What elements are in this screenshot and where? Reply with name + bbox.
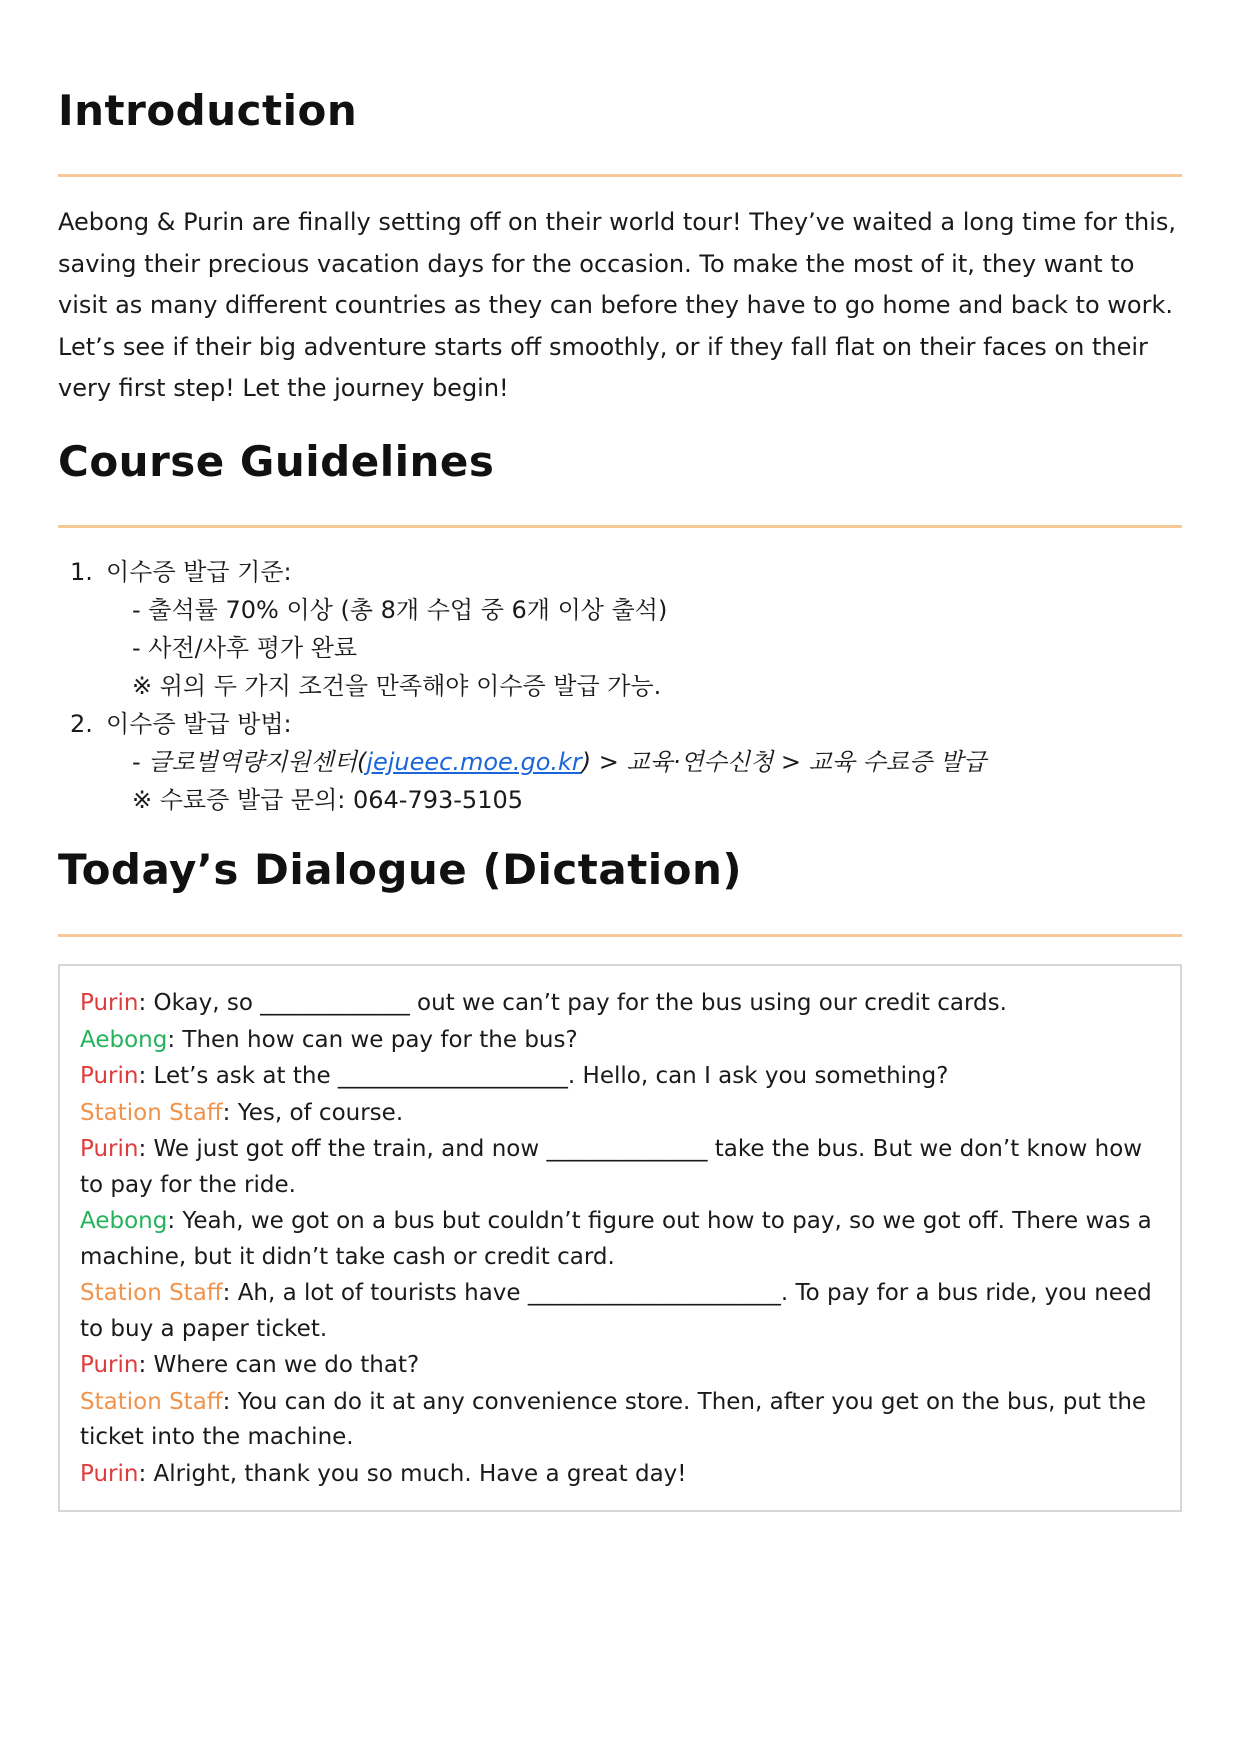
path-suffix: ) > 교육·연수신청 > 교육 수료증 발급 [581,748,987,776]
speaker-name: Purin [80,990,139,1016]
section-divider [58,934,1182,937]
introduction-heading: Introduction [58,86,358,135]
guideline-label: 이수증 발급 방법: [106,710,292,738]
guideline-note: ※ 위의 두 가지 조건을 만족해야 이수증 발급 가능. [132,672,662,700]
speaker-name: Station Staff [80,1388,223,1415]
dialogue-heading: Today’s Dialogue (Dictation) [58,845,743,894]
speaker-name: Purin [80,1063,139,1089]
section-divider [58,525,1182,528]
dialogue-line [80,1385,1160,1456]
guideline-contact: ※ 수료증 발급 문의: 064-793-5105 [132,786,524,814]
dialogue-line [80,1348,1160,1384]
dialogue-line [80,1457,1160,1493]
speaker-name: Purin [80,1136,139,1162]
speaker-name: Purin [80,1460,139,1487]
dialogue-text: : You can do it at any convenience store. Then, after you get on the bus, put the ticket into the machine. [80,1388,1147,1450]
dash: - [132,748,149,776]
guideline-label: 이수증 발급 기준: [106,558,292,586]
dialogue-text: : Ah, a lot of tourists have ______________________. To pay for a bus ride, you need to buy a paper ticket. [80,1280,1152,1342]
speaker-name: Aebong [80,1208,168,1234]
dialogue-line [80,1059,1160,1095]
dialogue-text: : Okay, so _____________ out we can’t pay for the bus using our credit cards. [138,990,1007,1016]
dialogue-box [58,964,1182,1512]
dialogue-line [80,1132,1160,1203]
dialogue-text: : Where can we do that? [138,1352,420,1378]
dialogue-line [80,1096,1160,1132]
dialogue-text: : Let’s ask at the ____________________. Hello, can I ask you something? [138,1063,949,1089]
list-number: 1. [70,558,93,586]
guideline-sub: - 사전/사후 평가 완료 [132,634,358,662]
course-guidelines-heading: Course Guidelines [58,437,495,486]
dialogue-text: : Then how can we pay for the bus? [167,1026,578,1053]
dialogue-text: : We just got off the train, and now ______________ take the bus. But we don’t know how to pay for the ride. [80,1136,1143,1198]
dialogue-line [80,1023,1160,1059]
dialogue-text: : Yeah, we got on a bus but couldn’t figure out how to pay, so we got off. There was a machine, but it didn’t take cash or credit card. [80,1208,1152,1270]
guideline-path [70,743,986,781]
guideline-item-1 [70,553,986,591]
guideline-sub: - 출석률 70% 이상 (총 8개 수업 중 6개 이상 출석) [132,596,668,624]
list-number: 2. [70,710,93,738]
speaker-name: Purin [80,1352,139,1378]
introduction-text: Aebong & Purin are finally setting off on their world tour! They’ve waited a long time for this, saving their precious vacation days for the occasion. To make the most of it, they want to visit as many different countries as they can before they have to go home and back to work. Let’s see if their big adventure starts off smoothly, or if they fall flat on their faces on their very first step! Let the journey begin! [58,208,1177,402]
speaker-name: Aebong [80,1026,168,1053]
speaker-name: Station Staff [80,1099,223,1126]
speaker-name: Station Staff [80,1280,223,1306]
guideline-item-2 [70,705,986,743]
dialogue-text: : Yes, of course. [222,1099,404,1126]
dialogue-line [80,1204,1160,1275]
dialogue-text: : Alright, thank you so much. Have a great day! [138,1460,687,1487]
guidelines-list [70,553,986,819]
dialogue-line [80,986,1160,1022]
section-divider [58,174,1182,177]
dialogue-line [80,1276,1160,1347]
center-link[interactable]: jejueec.moe.go.kr [366,748,582,776]
path-prefix: 글로벌역량지원센터( [148,748,367,776]
